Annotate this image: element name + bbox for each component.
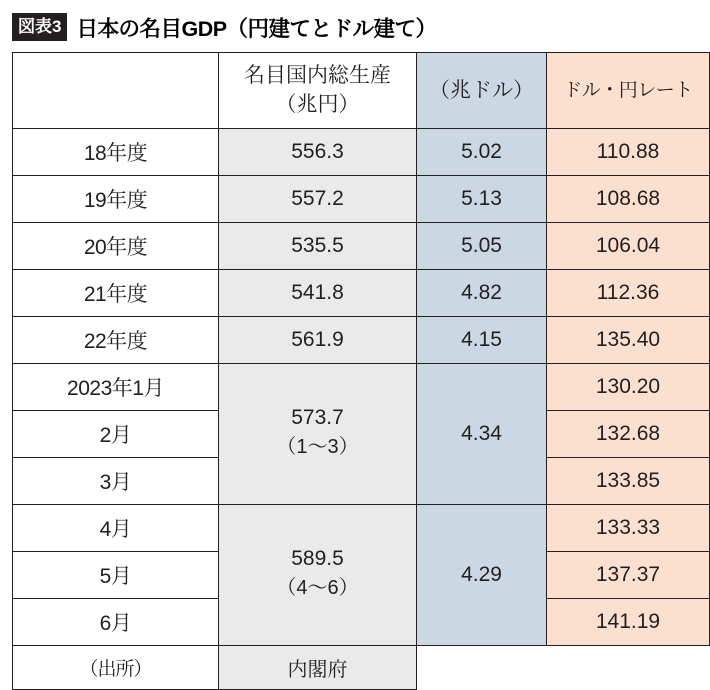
row-label: 4月 [13, 505, 219, 552]
header-cell-nominal-gdp-yen [219, 53, 417, 129]
row-label: 3月 [13, 458, 219, 505]
cell-yen: 535.5 [219, 223, 417, 270]
cell-rate: 141.19 [547, 599, 710, 646]
cell-rate: 130.20 [547, 364, 710, 411]
row-label: 2023年1月 [13, 364, 219, 411]
header-yen-line2: （兆円） [275, 93, 360, 116]
cell-yen: 561.9 [219, 317, 417, 364]
row-label: 5月 [13, 552, 219, 599]
header-cell-blank [13, 53, 219, 129]
row-label: 18年度 [13, 129, 219, 176]
table-row [13, 176, 710, 223]
cell-yen-value: 573.7 [291, 405, 344, 429]
table-row [13, 364, 710, 411]
row-label: 22年度 [13, 317, 219, 364]
cell-rate: 106.04 [547, 223, 710, 270]
table-row [13, 223, 710, 270]
gdp-table-wrap [8, 52, 702, 690]
cell-usd: 4.15 [417, 317, 547, 364]
cell-rate: 112.36 [547, 270, 710, 317]
row-label: 2月 [13, 411, 219, 458]
gdp-table [12, 52, 710, 690]
row-label: 20年度 [13, 223, 219, 270]
cell-usd: 4.82 [417, 270, 547, 317]
header-cell-usd-jpy-rate [547, 53, 710, 129]
page-title: 日本の名目GDP（円建てとドル建て） [76, 16, 437, 41]
cell-rate: 110.88 [547, 129, 710, 176]
header-cell-nominal-gdp-usd: （兆ドル） [417, 53, 547, 129]
header-yen-line1: 名目国内総生産 [244, 64, 391, 88]
cell-rate: 133.33 [547, 505, 710, 552]
cell-rate: 108.68 [547, 176, 710, 223]
source-row [13, 646, 710, 690]
table-header-row [13, 53, 710, 129]
source-spacer-usd [417, 646, 547, 690]
cell-usd-q2: 4.29 [417, 505, 547, 646]
cell-rate: 135.40 [547, 317, 710, 364]
cell-rate: 137.37 [547, 552, 710, 599]
table-row [13, 270, 710, 317]
source-spacer-rate [547, 646, 710, 690]
table-row [13, 505, 710, 552]
cell-usd-q1: 4.34 [417, 364, 547, 505]
cell-yen: 541.8 [219, 270, 417, 317]
cell-yen-q1 [219, 364, 417, 505]
cell-usd: 5.13 [417, 176, 547, 223]
header-rate-label: ドル・円レート [563, 79, 693, 101]
cell-yen-period: （4〜6） [276, 577, 359, 600]
cell-rate: 132.68 [547, 411, 710, 458]
table-row [13, 129, 710, 176]
row-label: 6月 [13, 599, 219, 646]
table-row [13, 317, 710, 364]
row-label: 19年度 [13, 176, 219, 223]
source-value: 内閣府 [219, 646, 417, 690]
source-label: （出所） [13, 646, 219, 690]
cell-usd: 5.02 [417, 129, 547, 176]
figure-number-badge: 図表3 [12, 13, 67, 41]
cell-usd: 5.05 [417, 223, 547, 270]
cell-yen: 557.2 [219, 176, 417, 223]
row-label: 21年度 [13, 270, 219, 317]
cell-yen-period: （1〜3） [276, 436, 359, 459]
cell-yen-q2 [219, 505, 417, 646]
cell-yen-value: 589.5 [291, 546, 344, 570]
cell-yen: 556.3 [219, 129, 417, 176]
cell-rate: 133.85 [547, 458, 710, 505]
figure-title-row [8, 10, 702, 44]
